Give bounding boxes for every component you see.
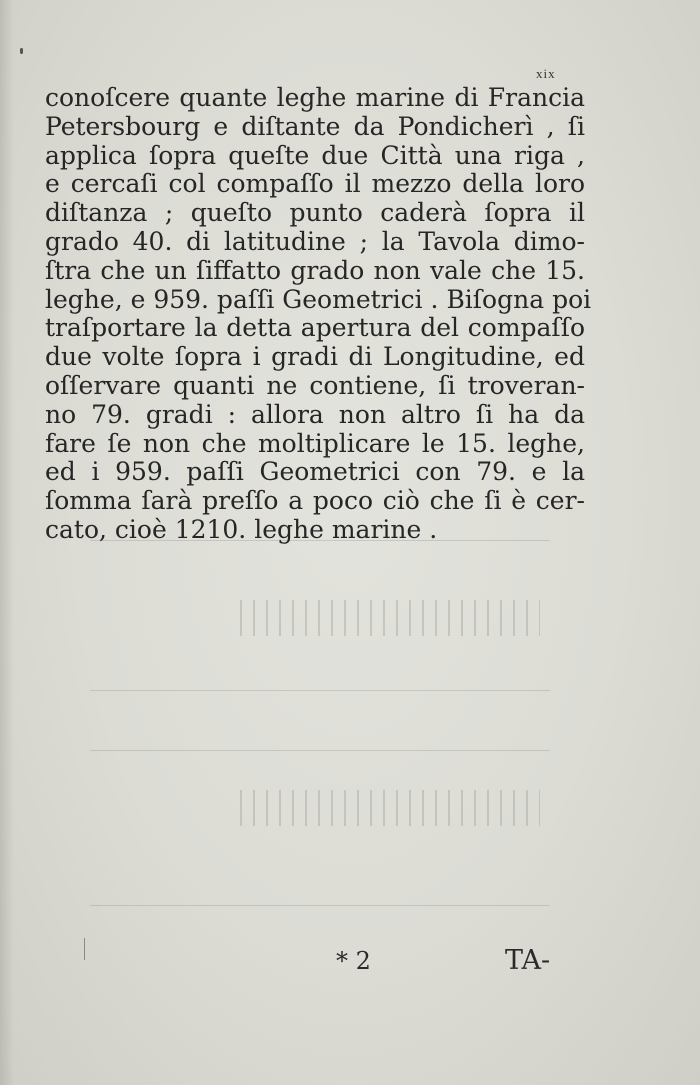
text-line: diſtanza ; queſto punto caderà ſopra il [45, 198, 585, 228]
show-through-title [110, 540, 240, 910]
text-line: fare ſe non che moltiplicare le 15. leghe, [45, 428, 585, 458]
show-through-table [90, 540, 550, 910]
text-line: no 79. gradi : allora non altro ſi ha da [45, 399, 585, 429]
text-line: e cercaſi col compaſſo il mezzo della loro [45, 169, 585, 199]
signature-mark: * 2 [336, 947, 371, 975]
text-line: ed i 959. paſſi Geometrici con 79. e la [45, 457, 585, 487]
catchword: TA- [505, 945, 551, 976]
text-line: leghe, e 959. paſſi Geometrici . Biſogna poi [45, 284, 592, 314]
text-line: grado 40. di latitudine ; la Tavola dimo- [45, 226, 585, 256]
text-line: Petersbourg e diſtante da Pondicherì , ſi [45, 111, 585, 141]
text-line: oſſervare quanti ne contiene, ſi troveran- [45, 370, 585, 400]
body-text [45, 83, 592, 545]
text-line: applica ſopra queſte due Città una riga , [45, 140, 585, 170]
page-edge-shadow [0, 0, 14, 1085]
catchline [0, 944, 700, 978]
text-line: due volte ſopra i gradi di Longitudine, ed [45, 342, 585, 372]
text-line: ſtra che un ſiffatto grado non vale che 15. [45, 255, 585, 285]
text-line: cato, cioè 1210. leghe marine . [45, 514, 438, 544]
text-line: conoſcere quante leghe marine di Francia [45, 83, 585, 112]
page-number: xix [536, 66, 556, 81]
text-line: traſportare la detta apertura del compaſſo [45, 313, 585, 343]
ink-speck [20, 48, 23, 54]
text-line: ſomma ſarà preſſo a poco ciò che ſi è cer- [45, 486, 585, 516]
